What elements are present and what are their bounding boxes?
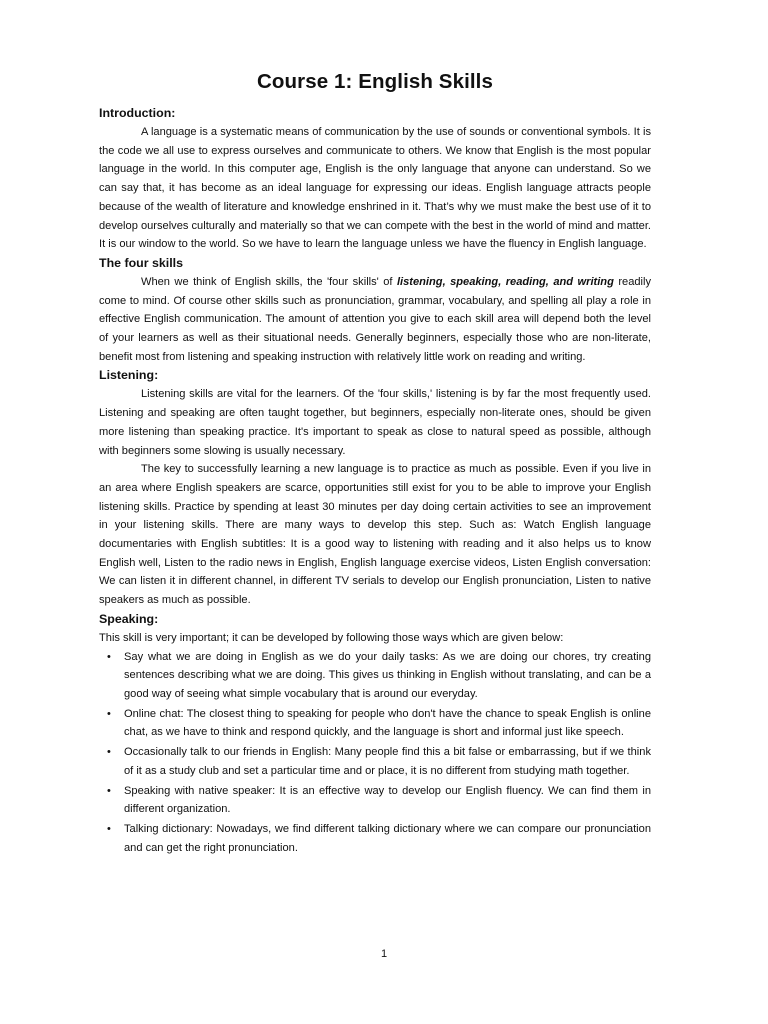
list-item-text: Occasionally talk to our friends in English: Many people find this a bit false or embarrassing, but if we think of it as a study club and set a particular time and or place, it is no different from studying math together. [124, 746, 651, 777]
page-number: 1 [380, 948, 388, 960]
introduction-paragraph: A language is a systematic means of communication by the use of sounds or conventional symbols. It is the code we all use to express ourselves and communicate to others. We know that English is the most popular language in the world. In this computer age, English is the only language that anyone can understand. So we can say that, it has become as an ideal language for expressing our ideas. English language attracts people because of the wealth of literature and knowledge enshrined in it. That’s why we must make the best use of it to develop ourselves culturally and materially so that we can compete with the best in the world of mind and matter. It is our window to the world. So we have to learn the language unless we have the fluency in English language. [99, 126, 651, 251]
listening-paragraph-1: Listening skills are vital for the learners. Of the 'four skills,' listening is by far the most frequently used. Listening and speaking are often taught together, but beginners, especially non-literate ones, should be given more listening than speaking practice. It's important to speak as close to natural speed as possible, although with beginners some slowing is usually necessary. [99, 388, 651, 457]
list-item [107, 648, 651, 704]
listening-paragraph-2: The key to successfully learning a new language is to practice as much as possible. Even if you live in an area where English speakers are scarce, opportunities still exist for you to be able to improve your English listening skills. Practice by spending at least 30 minutes per day doing certain activities to see an improvement in your listening skills. There are many ways to develop this step. Such as: Watch English language documentaries with English subtitles: It is a good way to listening with reading and it also helps us to know English well, Listen to the radio news in English, English language exercise videos, Listen English conversation: We can listen it in different channel, in different TV serials to develop our English pronunciation, Listen to native speakers as much as possible. [99, 463, 651, 607]
list-item [107, 705, 651, 742]
list-item-text: Speaking with native speaker: It is an effective way to develop our English fluency. We can find them in different organization. [124, 784, 651, 816]
listening-heading: Listening: [99, 368, 159, 383]
list-item-text: Talking dictionary: Nowadays, we find different talking dictionary where we can compare our pronunciation and can get the right pronunciation. [124, 822, 651, 854]
four-skills-text-after: readily come to mind. Of course other skills such as pronunciation, grammar, vocabulary, and spelling all play a role in effective English communication. The amount of attention you give to each skill area will depend both the level of your learners as well as their situational needs. Generally beginners, especially those who are non-literate, benefit most from listening and speaking instruction with relatively little work on reading and writing. [99, 275, 652, 363]
speaking-intro: This skill is very important; it can be developed by following those ways which are given below: [99, 631, 564, 644]
four-skills-emphasis: listening, speaking, reading, and writing [396, 275, 614, 288]
list-item [107, 782, 651, 819]
bullet-icon: • [107, 707, 111, 720]
bullet-icon: • [107, 650, 111, 663]
four-skills-paragraph [99, 273, 651, 367]
document-title: Course 1: English Skills [257, 70, 493, 93]
list-item [107, 743, 651, 780]
list-item [107, 820, 651, 857]
bullet-icon: • [107, 746, 111, 759]
list-item-text: Online chat: The closest thing to speaking for people who don't have the chance to speak English is online chat, as we have to think and respond quickly, and the language is short and informal just like speech. [124, 707, 651, 739]
speaking-list [99, 648, 651, 858]
four-skills-heading: The four skills [99, 255, 183, 270]
introduction-heading: Introduction: [99, 106, 176, 120]
bullet-icon: • [107, 822, 111, 835]
list-item-text: Say what we are doing in English as we do your daily tasks: As we are doing our chores, try creating sentences describing what we are doing. This gives us thinking in English without translating, and can be a good way of seeing what simple vocabulary that is around our everyday. [124, 650, 651, 700]
four-skills-text-before: When we think of English skills, the 'four skills' of [141, 275, 397, 288]
bullet-icon: • [107, 784, 111, 797]
speaking-heading: Speaking: [99, 611, 159, 626]
